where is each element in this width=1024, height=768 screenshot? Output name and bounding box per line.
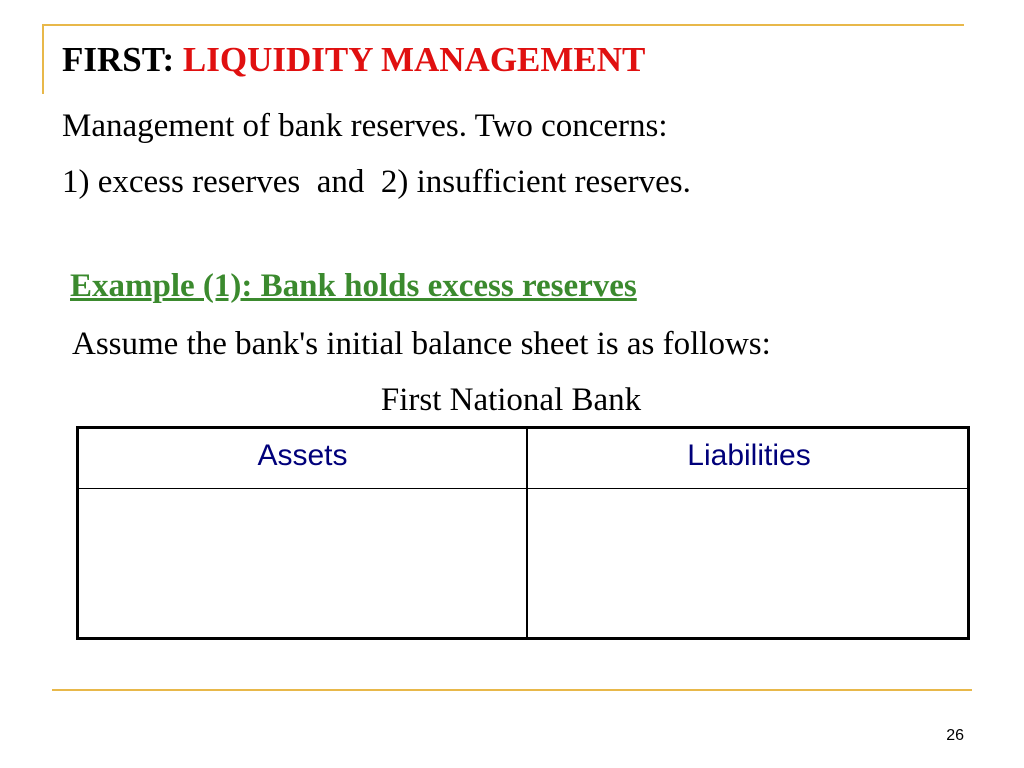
bank-name: First National Bank — [380, 382, 642, 418]
slide-title — [62, 42, 645, 77]
page-number: 26 — [946, 727, 964, 744]
body-line-1: Management of bank reserves. Two concerns: — [62, 108, 668, 144]
body-line-3: Assume the bank's initial balance sheet is as follows: — [72, 326, 771, 362]
title-prefix: FIRST: — [62, 40, 175, 79]
liabilities-cell — [528, 489, 970, 637]
top-accent-rule — [42, 24, 964, 26]
body-line-2: 1) excess reserves and 2) insufficient reserves. — [62, 164, 691, 200]
balance-sheet-table — [76, 426, 970, 640]
left-accent-rule — [42, 24, 44, 94]
bottom-accent-rule — [52, 689, 972, 691]
title-highlight: LIQUIDITY MANAGEMENT — [182, 40, 646, 79]
liabilities-header: Liabilities — [687, 439, 811, 472]
assets-header: Assets — [257, 439, 348, 472]
example-heading: Example (1): Bank holds excess reserves — [70, 268, 637, 304]
assets-cell — [79, 489, 526, 637]
